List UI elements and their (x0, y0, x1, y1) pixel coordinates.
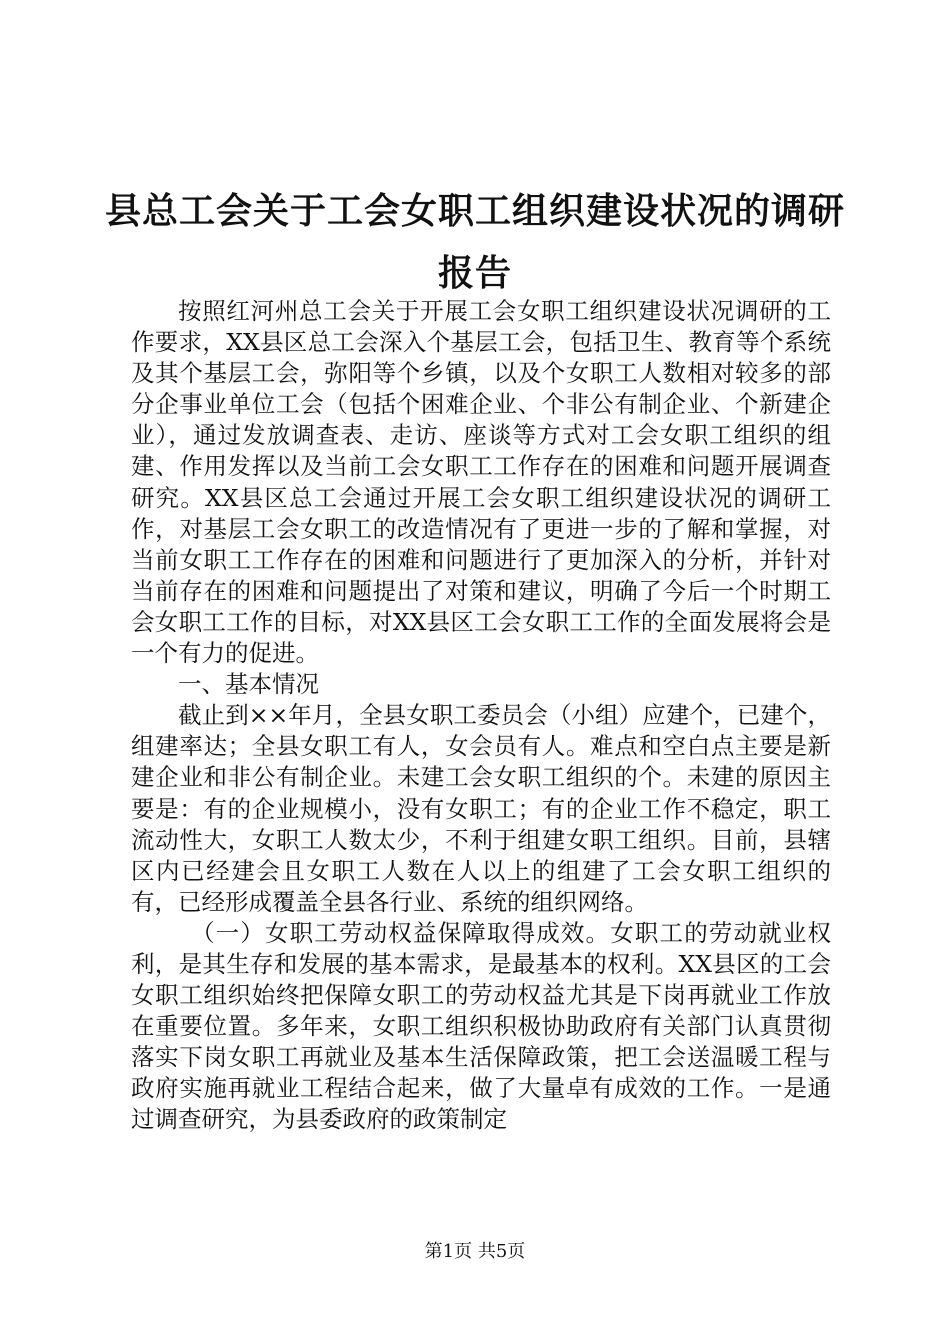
title-line-1: 县总工会关于工会女职工组织建设状况的调研 (104, 190, 845, 232)
paragraph-basic-situation: 截止到××年月，全县女职工委员会（小组）应建个，已建个，组建率达；全县女职工有人，女会员有人。难点和空白点主要是新建企业和非公有制企业。未建工会女职工组织的个。未建的原因主要是：有的企业规模小，没有女职工；有的企业工作不稳定，职工流动性大，女职工人数太少，不利于组建女职工组织。目前，县辖区内已经建会且女职工人数在人以上的组建了工会女职工组织的有，已经形成覆盖全县各行业、系统的组织网络。 (131, 701, 831, 916)
paragraph-subsection-1: （一）女职工劳动权益保障取得成效。女职工的劳动就业权利，是其生存和发展的基本需求，是最基本的权利。XX县区的工会女职工组织始终把保障女职工的劳动权益尤其是下岗再就业工作放在重要位置。多年来，女职工组织积极协助政府有关部门认真贯彻落实下岗女职工再就业及基本生活保障政策，把工会送温暖工程与政府实施再就业工程结合起来，做了大量卓有成效的工作。一是通过调查研究，为县委政府的政策制定 (131, 918, 831, 1134)
title-line-2: 报告 (437, 252, 512, 294)
section-heading-basic-situation: 一、基本情况 (178, 670, 319, 699)
document-body (131, 296, 831, 1136)
paragraph-intro: 按照红河州总工会关于开展工会女职工组织建设状况调研的工作要求，XX县区总工会深入个基层工会，包括卫生、教育等个系统及其个基层工会，弥阳等个乡镇，以及个女职工人数相对较多的部分企事业单位工会（包括个困难企业、个非公有制企业、个新建企业），通过发放调查表、走访、座谈等方式对工会女职工组织的组建、作用发挥以及当前工会女职工工作存在的困难和问题开展调查研究。XX县区总工会通过开展工会女职工组织建设状况的调研工作，对基层工会女职工的改造情况有了更进一步的了解和掌握，对当前女职工工作存在的困难和问题进行了更加深入的分析，并针对当前存在的困难和问题提出了对策和建议，明确了今后一个时期工会女职工工作的目标，对XX县区工会女职工工作的全面发展将会是一个有力的促进。 (131, 297, 831, 668)
document-title (100, 180, 850, 304)
page-footer: 第1页 共5页 (424, 1241, 526, 1262)
